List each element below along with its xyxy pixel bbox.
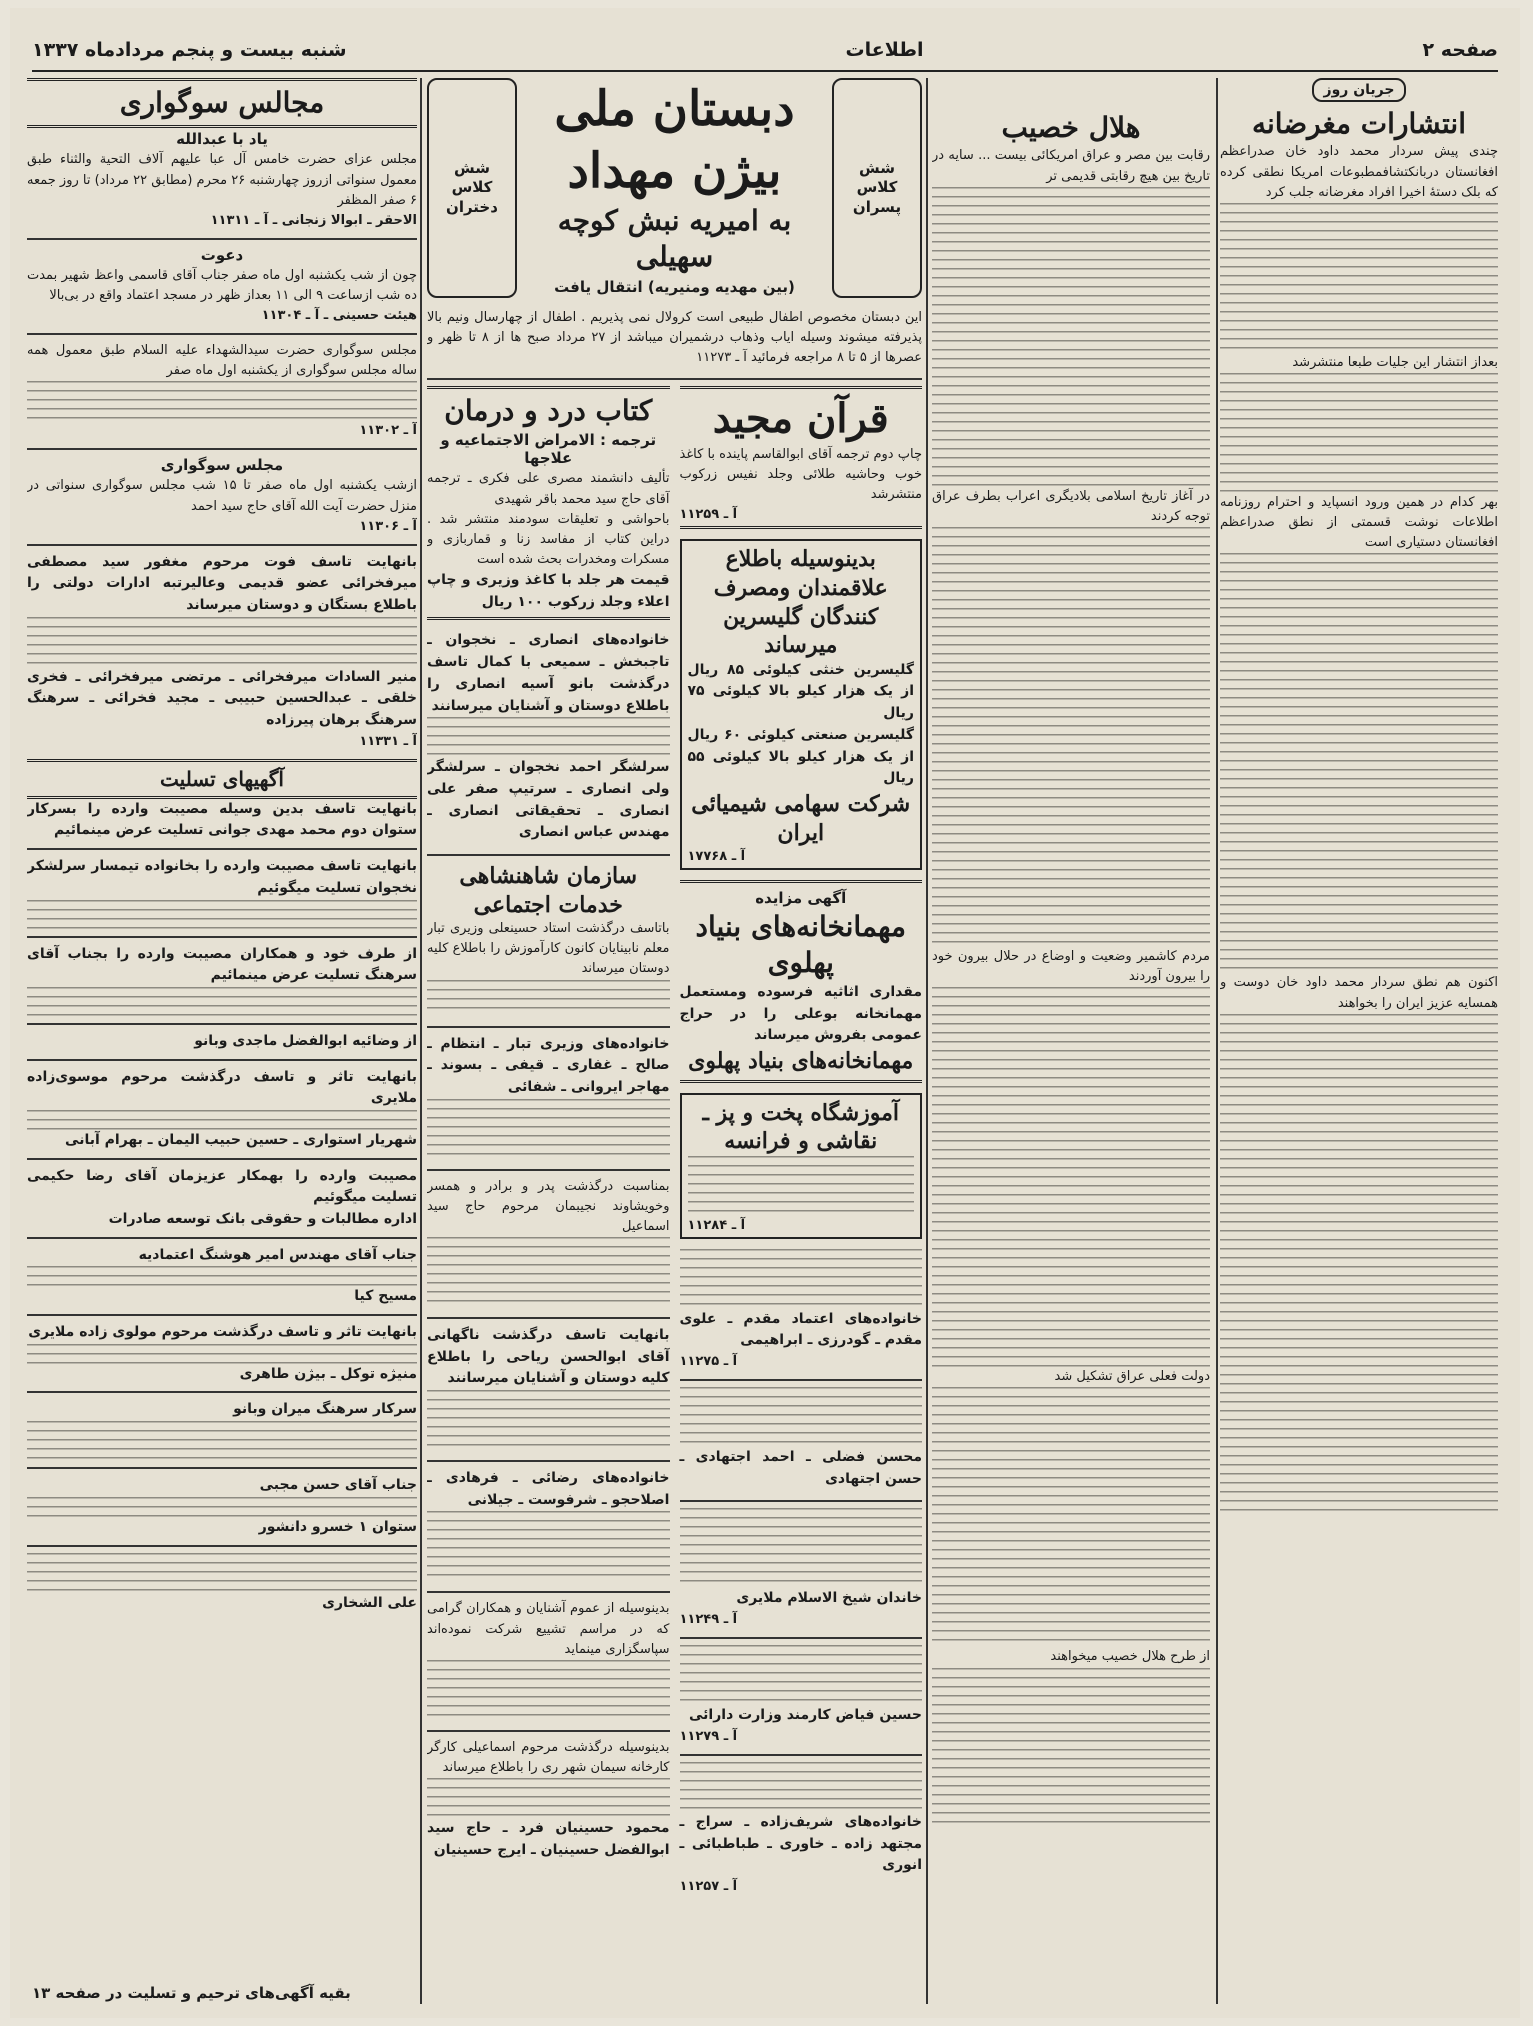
condolence-item: ستوان ۱ خسرو دانشور xyxy=(258,1518,417,1535)
family-sig: آ ـ ۱۱۲۷۵ xyxy=(679,1354,738,1370)
condolence-item: جناب آقای حسن مجبی xyxy=(259,1477,417,1494)
glycerin-line: گلیسرین صنعتی کیلوئی ۶۰ ریال از یک هزار کیلو بالا کیلوئی ۵۵ ریال xyxy=(687,726,914,787)
book-sub: ترجمه : الامراض الاجتماعیه و علاجها xyxy=(440,431,657,468)
article-text xyxy=(1220,203,1498,353)
family-names: خاندان شیخ الاسلام ملایری xyxy=(736,1590,922,1607)
org-text: باتاسف درگذشت استاد حسینعلی وزیری تبار معلم نابینایان کانون کارآموزش را باطلاع کلیه دوستان میرساند xyxy=(427,921,670,977)
column-rule xyxy=(1216,78,1218,2004)
newspaper-page xyxy=(10,8,1520,2018)
condolence-item: علی الشخاری xyxy=(322,1594,417,1611)
mourning-sig: هیئت حسینی ـ آ ـ ۱۱۳۰۴ xyxy=(261,308,417,324)
condolence-item: جناب آقای مهندس امیر هوشنگ اعتمادیه xyxy=(138,1246,417,1263)
mourning-item xyxy=(27,246,417,323)
glycerin-ad xyxy=(680,539,923,870)
notice xyxy=(427,1034,670,1159)
mourning-head: مجلس سوگواری xyxy=(160,456,284,475)
notice-text: بدینوسیله درگذشت مرحوم اسماعیلی کارگر کارخانه سیمان شهر ری را باطلاع میرساند xyxy=(427,1739,670,1776)
column-rule xyxy=(926,78,928,2004)
editorial-title: انتشارات مغرضانه xyxy=(1251,107,1466,140)
family-notice xyxy=(680,1762,923,1894)
mourning-text: بانهایت تاسف فوت مرحوم مغفور سید مصطفی میرفخرائی عضو قدیمی وعالیرتبه ادارات دولتی را باطلاع بستگان و دوستان میرساند xyxy=(27,553,417,614)
condolence-item: اداره مطالبات و حقوقی بانک توسعه صادرات xyxy=(108,1211,417,1228)
article-text xyxy=(932,187,1210,487)
hilal-paragraph: مردم کاشمیر وضعیت و اوضاع در حلال بیرون خود را بیرون آوردند xyxy=(932,948,1210,985)
boys-tag: شش کلاس پسران xyxy=(832,78,922,298)
condolence-item: مسیح کیا xyxy=(354,1288,417,1305)
auction-text: مقداری اثاثیه فرسوده ومستعمل مهمانخانه بوعلی را در حراج عمومی بفروش میرساند xyxy=(679,983,922,1044)
notice-text: بانهایت تاسف درگذشت ناگهانی آقای ابوالحسن ریاحی را باطلاع کلیه دوستان و آشنایان میرسانند xyxy=(427,1327,670,1387)
column-rule xyxy=(420,78,422,2004)
condolence-item: منیژه توکل ـ بیژن طاهری xyxy=(239,1365,417,1382)
school-line: وسیله ایاب وذهاب درشمیران میباشد از ۲۷ مرداد صبح ها از ۸ تا ظهر و عصرها از ۵ تا ۸ مراجعه فرمائید xyxy=(427,329,922,365)
condolence-item: بانهایت تاثر و تاسف درگذشت مرحوم مولوی زاده ملایری xyxy=(28,1324,417,1341)
mourning-item xyxy=(27,130,417,227)
editorial-paragraph: بهر کدام در همین ورود انسپاید و احترام روزنامه اطلاعات نوشت قسمتی از نطق صدراعظم افغانستان دستیاری است xyxy=(1220,494,1498,551)
family-sig: آ ـ ۱۱۲۴۹ xyxy=(679,1612,738,1628)
mourning-item xyxy=(27,552,417,749)
school-sig: آ ـ ۱۱۲۷۳ xyxy=(696,349,747,365)
daily-tag: جریان روز xyxy=(1312,78,1407,102)
mourning-text: مجلس عزای حضرت خامس آل عبا علیهم آلاف التحیة والثناء طبق معمول سنواتی ازروز چهارشنبه ۲۶ محرم (مطابق ۲۲ مرداد) تا روز جمعه ۶ صفر المظفر xyxy=(27,152,417,208)
book-title: کتاب درد و درمان xyxy=(444,393,653,427)
mourning-head: یاد با عبدالله xyxy=(176,130,268,149)
condolence-item: بانهایت تاثر و تاسف درگذشت مرحوم موسوی‌زاده ملایری xyxy=(27,1068,417,1107)
book-ad xyxy=(427,386,670,620)
school-title: دبستان ملی بیژن مهداد xyxy=(554,81,795,200)
family-notice xyxy=(680,1387,923,1490)
family-title: خانواده‌های اعتماد مقدم ـ علوی مقدم ـ گودرزی ـ ابراهیمی xyxy=(679,1310,922,1349)
art-sig: آ ـ ۱۱۲۸۴ xyxy=(687,1217,746,1233)
hilal-title: هلال خصیب xyxy=(1001,111,1141,144)
mourning-sig: آ ـ ۱۱۳۰۲ xyxy=(359,423,417,439)
notice xyxy=(427,1738,670,1862)
family-notice xyxy=(680,1249,923,1369)
article-text xyxy=(1220,373,1498,493)
book-author: تألیف دانشمند مصری علی فکری ـ ترجمه آقای حاج سید محمد باقر شهیدی xyxy=(427,471,670,507)
notice-text: خانواده‌های رضائی ـ فرهادی ـ اصلاحجو ـ شرفوست ـ جیلانی xyxy=(427,1470,670,1508)
book-text: باحواشی و تعلیقات سودمند منتشر شد . دراین کتاب از مفاسد زنا و قماربازی و مسکرات ومخدرات بحث شده است xyxy=(427,511,670,567)
mourning-item xyxy=(27,341,417,438)
school-text xyxy=(427,308,922,368)
editorial-paragraph: اکنون هم نطق سردار محمد داود خان دوست و همسایه عزیز ایران را بخواهند xyxy=(1220,975,1498,1011)
notice-text: محمود حسینیان فرد ـ حاج سید ابوالفضل حسینیان ـ ایرج حسینیان xyxy=(427,1820,670,1858)
hilal-paragraph: از طرح هلال خصیب میخواهند xyxy=(1050,1649,1210,1665)
girls-tag: شش کلاس دختران xyxy=(427,78,517,298)
notice xyxy=(427,1177,670,1307)
page-number: صفحه ۲ xyxy=(1422,39,1498,61)
article-text xyxy=(932,527,1210,947)
org-notice xyxy=(427,862,670,1016)
article-text xyxy=(1220,553,1498,973)
condolence-item: از طرف خود و همکاران مصیبت وارده را بجناب آقای سرهنگ تسلیت عرض مینمائیم xyxy=(27,945,417,984)
notice-text: خانواده‌های انصاری ـ نخجوان ـ تاجبخش ـ سمیعی با کمال تاسف درگذشت بانو آسیه انصاری را باطلاع دوستان و آشنایان میرسانند xyxy=(427,632,670,714)
article-text xyxy=(932,1387,1210,1647)
continued-note: بقیه آگهی‌های ترحیم و تسلیت در صفحه ۱۳ xyxy=(32,1984,351,2002)
condolence-item: بانهایت تاسف بدین وسیله مصیبت وارده را بسرکار ستوان دوم محمد مهدی جوانی تسلیت عرض مینمائیم xyxy=(27,800,417,839)
article-text xyxy=(1220,1014,1498,1514)
column-hilal xyxy=(932,78,1210,2004)
glycerin-sig: آ ـ ۱۷۷۶۸ xyxy=(687,849,746,865)
auction-tag: آگهی مزایده xyxy=(755,889,847,908)
school-ad xyxy=(427,78,922,298)
mourning-head: دعوت xyxy=(200,245,244,264)
family-names: خانواده‌های شریف‌زاده ـ سراج ـ مجتهد زاده ـ خاوری ـ طباطبائی ـ انوری xyxy=(679,1813,922,1874)
family-sig: آ ـ ۱۱۲۵۷ xyxy=(679,1878,738,1894)
condolence-title: آگهیهای تسلیت xyxy=(27,759,417,799)
column-editorial xyxy=(1220,78,1498,2004)
mourning-text: منیر السادات میرفخرائی ـ مرتضی میرفخرائی ـ فخری خلقی ـ عبدالحسین حبیبی ـ مجید فخرائی ـ سرهنگ سرهنگ برهان پیرزاده xyxy=(27,668,417,729)
notice-text: بمناسبت درگذشت پدر و برادر و همسر وخویشاوند نجیبمان مرحوم حاج سید اسماعیل xyxy=(427,1178,670,1234)
notice-text: سرلشگر احمد نخجوان ـ سرلشگر ولی انصاری ـ سرتیپ صفر علی انصاری ـ تحقیقاتی انصاری ـ مهندس عباس انصاری xyxy=(427,759,670,841)
mourning-item xyxy=(27,456,417,533)
condolence-item: سرکار سرهنگ میران وبانو xyxy=(233,1401,417,1418)
school-line: این دبستان مخصوص اطفال طبیعی است کرولال نمی پذیریم . اطفال از چهارسال ونیم بالا پذیرفته میشوند xyxy=(427,309,922,345)
school-address: به امیریه نبش کوچه سهیلی xyxy=(557,203,792,274)
auction-ad xyxy=(680,880,923,1082)
mourning-sig: آ ـ ۱۱۳۳۱ xyxy=(359,733,417,749)
condolence-item: مصیبت وارده را بهمکار عزیزمان آقای رضا حکیمی تسلیت میگوئیم xyxy=(27,1167,417,1206)
hilal-paragraph: رقابت بین مصر و عراق امریکائی بیست ... سایه در تاریخ بین هیچ رقابتی قدیمی تر xyxy=(932,148,1210,184)
notice xyxy=(427,1468,670,1581)
glycerin-line: گلیسرین خنثی کیلوئی ۸۵ ریال از یک هزار کیلو بالا کیلوئی ۷۵ ریال xyxy=(687,661,914,722)
auction-sign: مهمانخانه‌های بنیاد پهلوی xyxy=(688,1047,914,1074)
glycerin-title: بدینوسیله باطلاع علاقمندان ومصرف کنندگان گلیسرین میرساند xyxy=(713,546,888,659)
column-ads xyxy=(427,78,922,2004)
notice xyxy=(427,630,670,844)
mourning-text: چون از شب یکشنبه اول ماه صفر جناب آقای قاسمی واعظ شهیر بمدت ده شب ازساعت ۹ الی ۱۱ بعداز ظهر در مسجد اعتماد واقع در بی‌بالا xyxy=(27,267,417,303)
mourning-text: ازشب یکشنبه اول ماه صفر تا ۱۵ شب مجلس سوگواری سنواتی در منزل حضرت آیت الله آقای حاج سید احمد xyxy=(27,478,417,514)
mourning-sig: آ ـ ۱۱۳۰۶ xyxy=(359,518,417,534)
hilal-paragraph: در آغاز تاریخ اسلامی بلادیگری اعراب بطرف عراق توجه کردند xyxy=(932,488,1210,524)
article-text xyxy=(932,987,1210,1367)
family-notice xyxy=(680,1645,923,1744)
column-mourning xyxy=(27,78,417,2004)
editorial-paragraph: بعداز انتشار این جلیات طبعا منتشرشد xyxy=(1292,354,1498,370)
mourning-title: مجالس سوگواری xyxy=(27,78,417,128)
notice-text: خانواده‌های وزیری تبار ـ انتظام ـ صالح ـ غفاری ـ قیفی ـ بسوند ـ مهاجر ایروانی ـ شفائی xyxy=(427,1035,670,1095)
notice-text: بدینوسیله از عموم آشنایان و همکاران گرامی که در مراسم تشییع شرکت نموده‌اند سپاسگزاری مینماید xyxy=(427,1601,670,1657)
condolence-item: بانهایت تاسف مصیبت وارده را بخانواده تیمسار سرلشکر نخجوان تسلیت میگوئیم xyxy=(27,858,417,896)
quran-title: قرآن مجید xyxy=(712,394,889,442)
mourning-text: مجلس سوگواری حضرت سیدالشهداء علیه السلام طبق معمول همه ساله مجلس سوگواری از یکشنبه اول ماه صفر xyxy=(27,343,417,379)
divider xyxy=(427,378,922,380)
quran-text: چاپ دوم ترجمه آقای ابوالقاسم پاینده با کاغذ خوب وحاشیه طلائی وجلد نفیس زرکوب منتشرشد xyxy=(679,446,922,503)
org-title: سازمان شاهنشاهی خدمات اجتماعی xyxy=(459,862,638,918)
family-notice xyxy=(680,1508,923,1627)
article-text xyxy=(932,1668,1210,1828)
mourning-sig: الاحقر ـ ابوالا زنجانی ـ آ ـ ۱۱۳۱۱ xyxy=(210,212,417,228)
art-title: آموزشگاه پخت و پز ـ نقاشی و فرانسه xyxy=(702,1099,900,1155)
newspaper-name: اطلاعات xyxy=(845,39,924,61)
book-price: قیمت هر جلد با کاغذ وزیری و چاپ اعلاء وجلد زرکوب ۱۰۰ ریال xyxy=(427,572,670,610)
issue-date: شنبه بیست و پنجم مردادماه ۱۳۳۷ xyxy=(32,39,347,61)
school-art-ad xyxy=(680,1093,923,1239)
hilal-paragraph: دولت فعلی عراق تشکیل شد xyxy=(1054,1369,1210,1385)
notice xyxy=(427,1599,670,1719)
school-address-note: (بین مهدیه ومنیریه) انتقال یافت xyxy=(554,277,795,296)
family-sig: آ ـ ۱۱۲۷۹ xyxy=(679,1728,738,1744)
notice xyxy=(427,1325,670,1450)
auction-title: مهمانخانه‌های بنیاد پهلوی xyxy=(695,910,906,980)
ad-text xyxy=(688,1156,915,1216)
condolence-item: شهریار استواری ـ حسین حبیب الیمان ـ بهرام آبانی xyxy=(65,1131,417,1148)
quran-sig: آ ـ ۱۱۲۵۹ xyxy=(679,507,738,523)
quran-ad xyxy=(680,386,923,529)
glycerin-company: شرکت سهامی شیمیائی ایران xyxy=(691,790,911,846)
family-names: حسین فیاض کارمند وزارت دارائی xyxy=(689,1707,922,1724)
family-names: محسن فضلی ـ احمد اجتهادی ـ حسن اجتهادی xyxy=(679,1449,922,1487)
page-header xyxy=(32,30,1498,72)
editorial-paragraph: چندی پیش سردار محمد داود خان صدراعظم افغانستان دربانکتشافمطبوعات امریکا نطقی کرده که بلک دستهٔ اخیرا افراد مغرضانه جلب کرد xyxy=(1220,144,1498,200)
condolence-item: از وضائیه ابوالفضل ماجدی وبانو xyxy=(194,1032,417,1049)
